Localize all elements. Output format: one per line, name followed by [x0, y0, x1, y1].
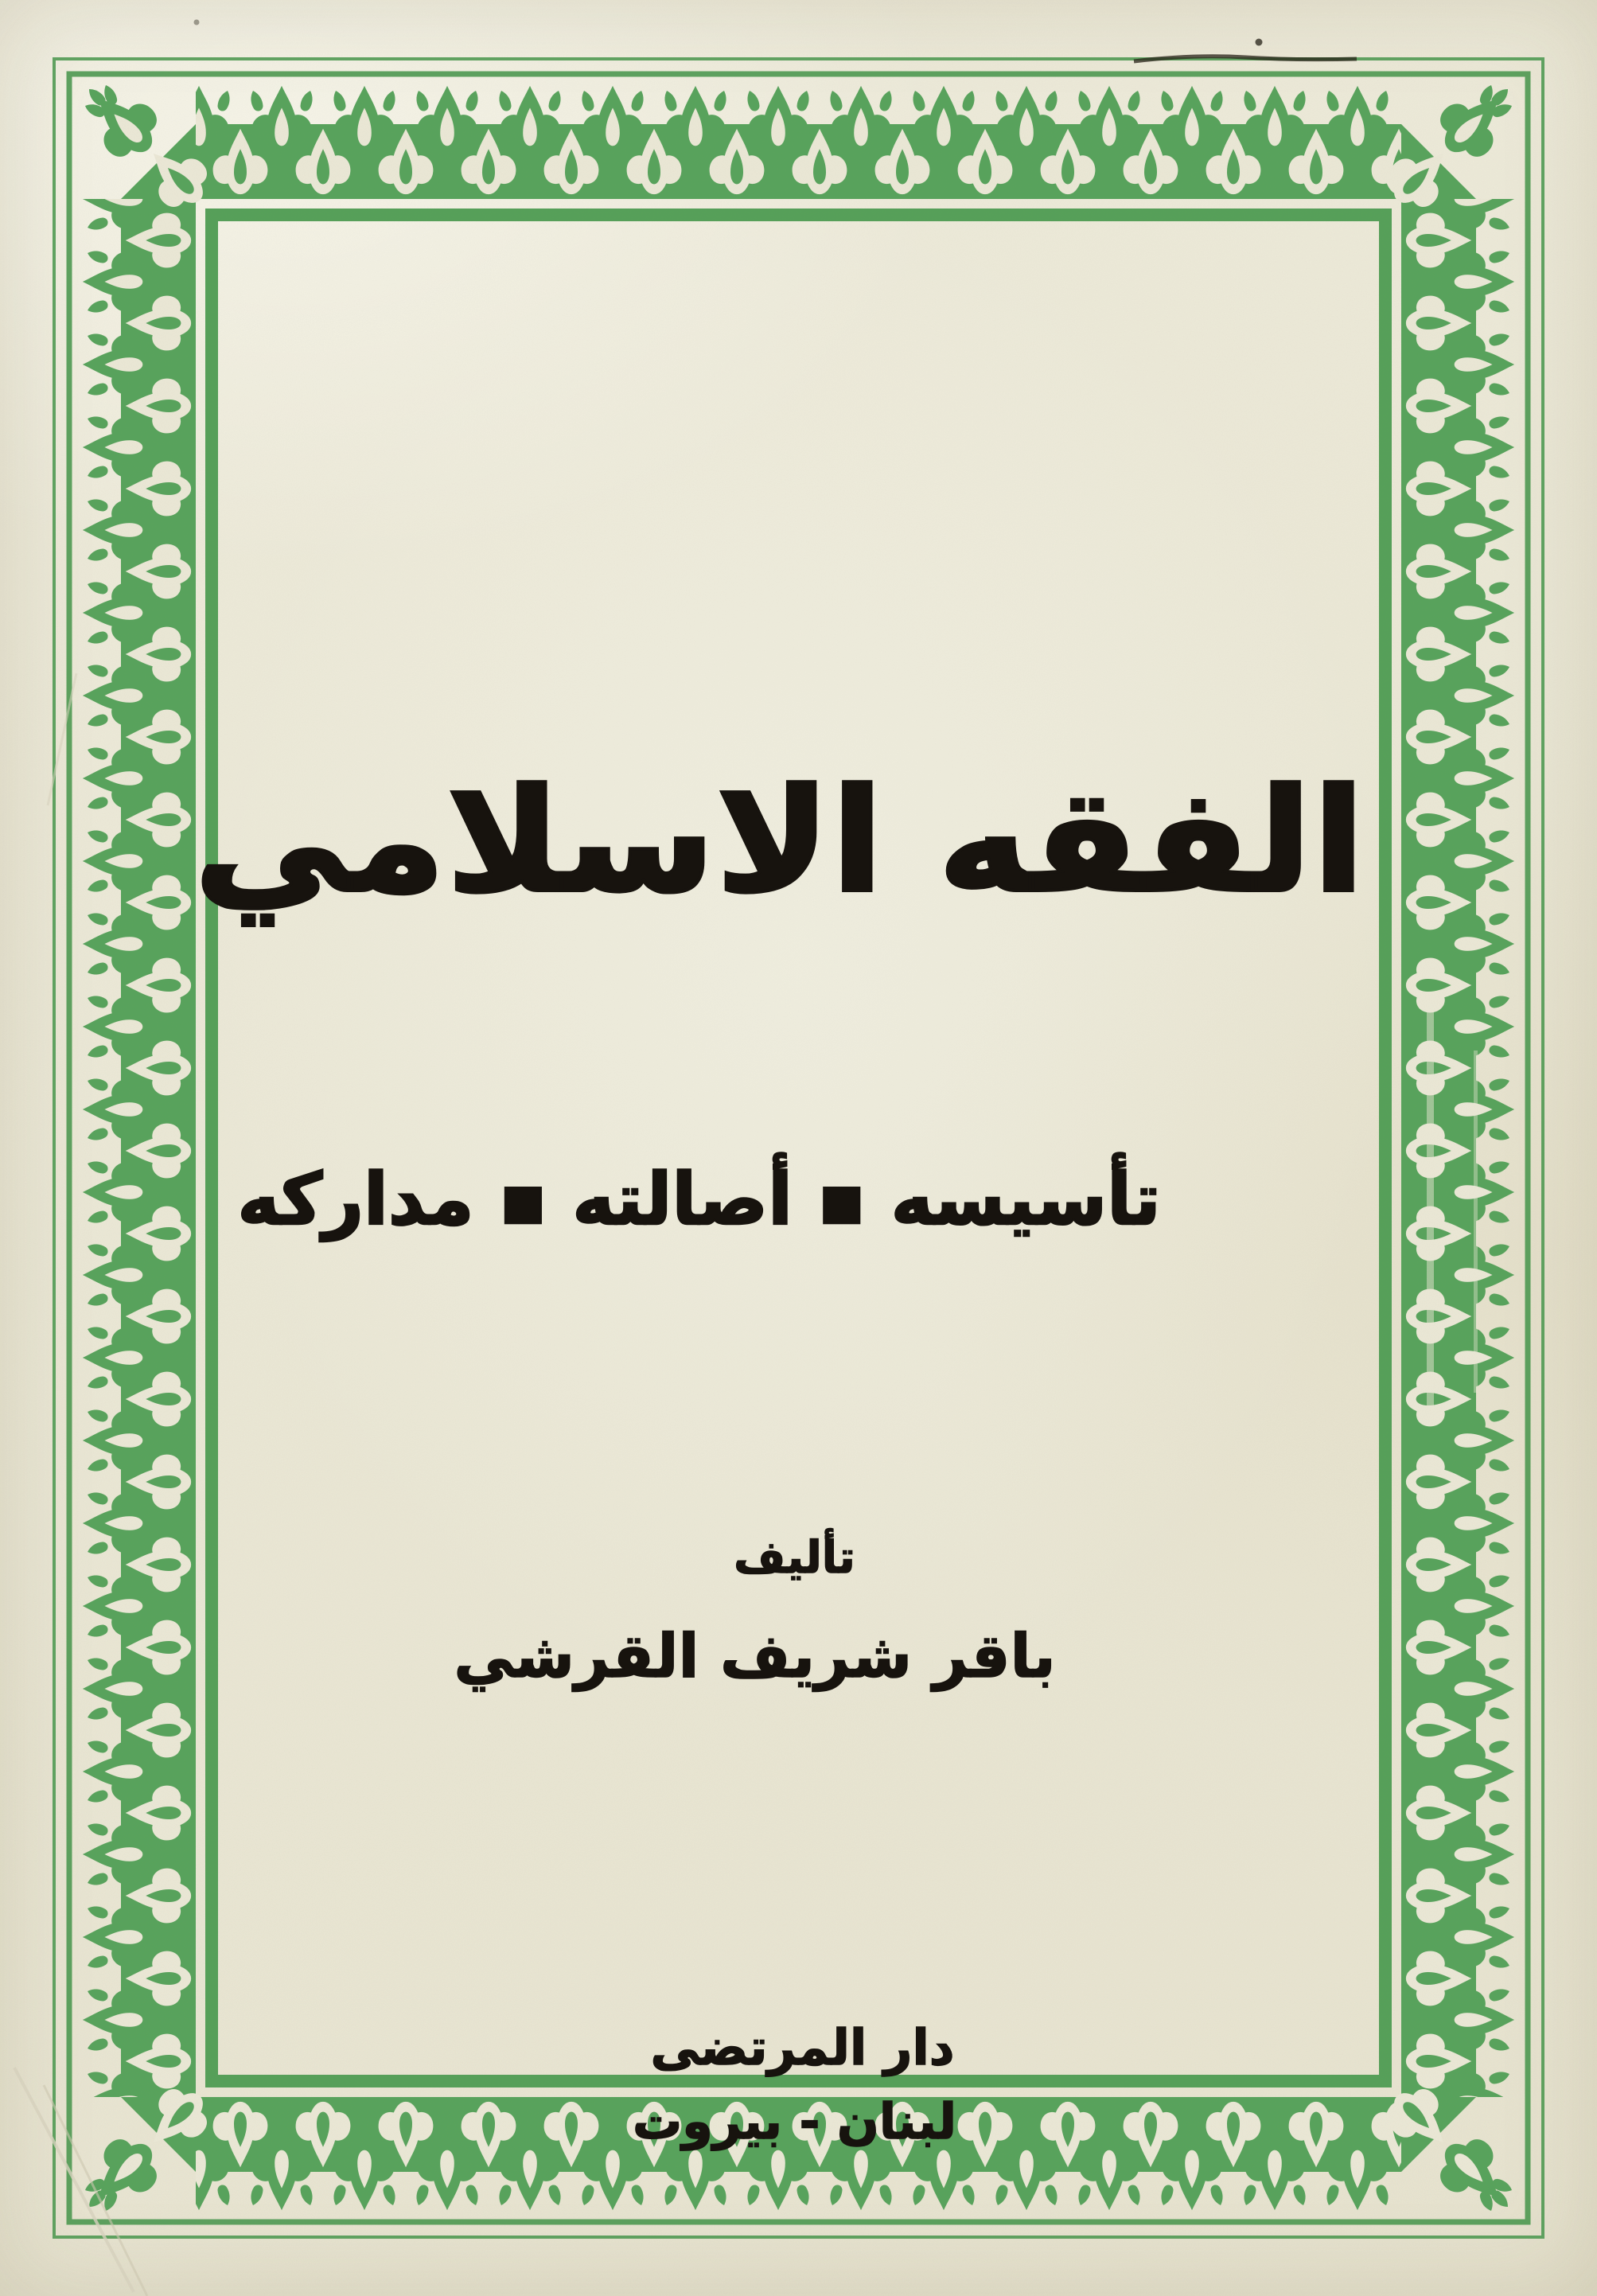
author-name: باقر شريف القرشي: [454, 1620, 1056, 1691]
publisher-location: لبنان - بيروت: [633, 2092, 956, 2150]
publisher-name: دار المرتضى: [650, 2018, 955, 2076]
book-subtitle: تأسيسه ▪ أصالته ▪ مداركه: [237, 1158, 1161, 1242]
cover-text-panel: [193, 221, 1379, 2150]
book-title: الفقه الاسلامي: [193, 758, 1365, 925]
byline-label: تأليف: [734, 1532, 855, 1584]
